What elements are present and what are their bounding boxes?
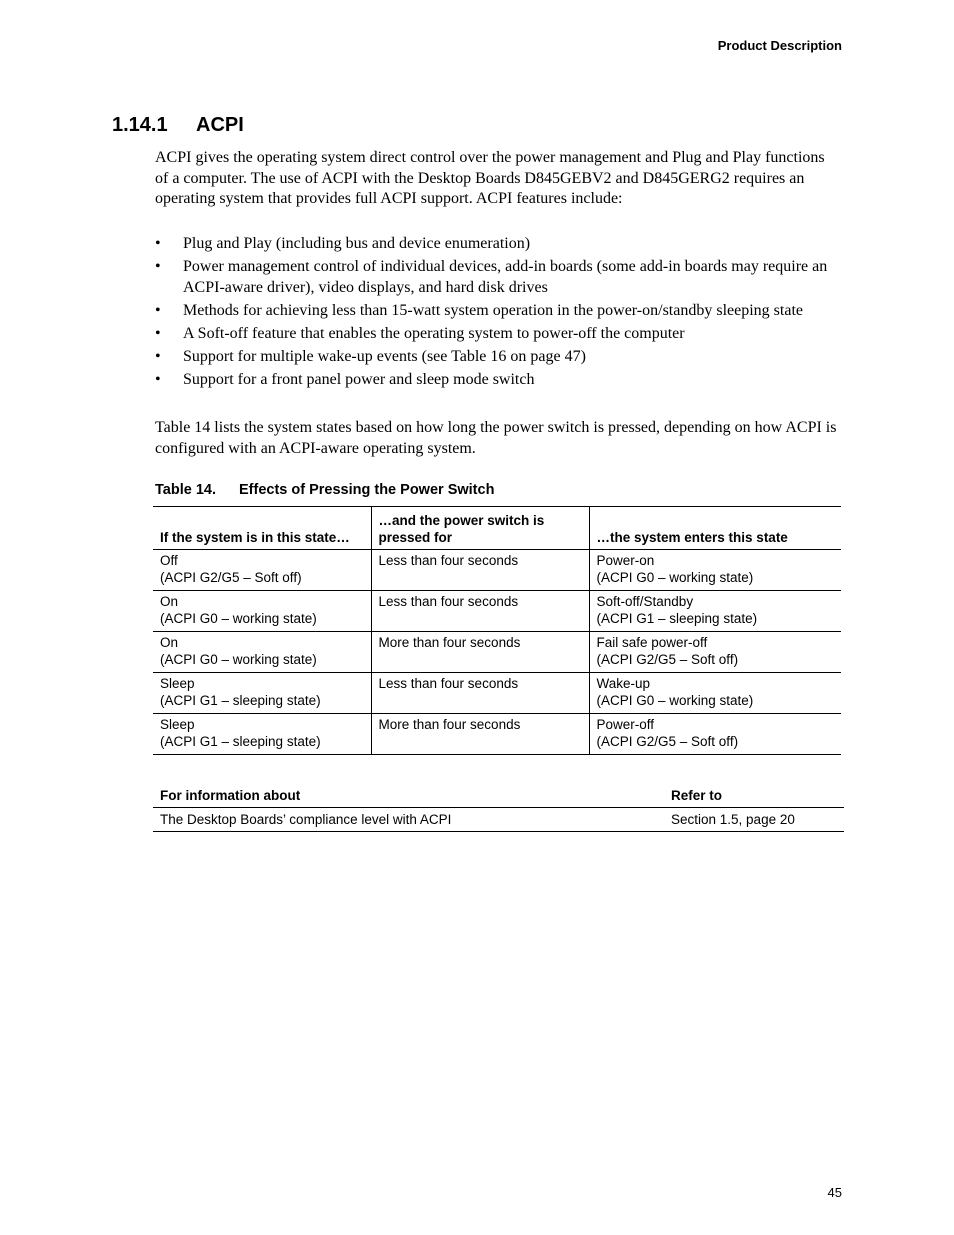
state-text: Sleep: [160, 676, 195, 691]
result-text: Power-off: [596, 717, 655, 732]
reference-table: [153, 784, 844, 832]
result-text: Power-on: [596, 553, 655, 568]
table-caption: [155, 482, 494, 498]
list-item: [155, 347, 840, 368]
state-detail-text: (ACPI G1 – sleeping state): [160, 734, 321, 749]
result-cell: [589, 673, 841, 714]
state-cell: [153, 550, 371, 591]
column-header-pressed: …and the power switch is pressed for: [371, 507, 589, 550]
state-cell: [153, 714, 371, 755]
result-cell: [589, 632, 841, 673]
result-detail-text: (ACPI G0 – working state): [596, 693, 754, 708]
table-row: [153, 550, 841, 591]
table-row: [153, 808, 844, 832]
table-intro-paragraph: Table 14 lists the system states based on how long the power switch is pressed, depending on how ACPI is configured with an ACPI-aware operating system.: [155, 419, 837, 457]
list-item-text: Plug and Play (including bus and device enumeration): [183, 235, 531, 252]
pressed-cell: More than four seconds: [371, 632, 589, 673]
state-detail-text: (ACPI G0 – working state): [160, 611, 317, 626]
column-header-topic: For information about: [153, 784, 664, 808]
state-cell: [153, 632, 371, 673]
feature-list: [155, 234, 840, 393]
list-item-text: A Soft-off feature that enables the operating system to power-off the computer: [183, 324, 685, 342]
bullet-icon: •: [155, 301, 161, 319]
state-cell: [153, 673, 371, 714]
result-text: Soft-off/Standby: [596, 594, 694, 609]
list-item-text: Power management control of individual devices, add-in boards (some add-in boards may require an ACPI-aware driver), video displays, and hard disk drives: [183, 258, 828, 296]
list-item: [155, 324, 840, 345]
result-detail-text: (ACPI G0 – working state): [596, 570, 754, 585]
result-cell: [589, 591, 841, 632]
table-caption-title: Effects of Pressing the Power Switch: [239, 482, 495, 498]
result-detail-text: (ACPI G2/G5 – Soft off): [596, 734, 739, 749]
list-item: [155, 370, 840, 391]
column-header-state: If the system is in this state…: [153, 507, 371, 550]
topic-cell: The Desktop Boards’ compliance level with ACPI: [153, 808, 664, 832]
state-text: On: [160, 594, 179, 609]
result-cell: [589, 550, 841, 591]
bullet-icon: •: [155, 370, 161, 388]
state-text: On: [160, 635, 179, 650]
state-detail-text: (ACPI G0 – working state): [160, 652, 317, 667]
state-detail-text: (ACPI G1 – sleeping state): [160, 693, 321, 708]
column-header-result: …the system enters this state: [589, 507, 841, 550]
pressed-cell: Less than four seconds: [371, 550, 589, 591]
section-number: 1.14.1: [112, 114, 168, 136]
refer-to-cell: Section 1.5, page 20: [664, 808, 844, 832]
column-header-refer-to: Refer to: [664, 784, 844, 808]
pressed-cell: Less than four seconds: [371, 591, 589, 632]
list-item: [155, 301, 840, 322]
running-header: Product Description: [717, 38, 842, 53]
table-caption-number: Table 14.: [155, 482, 216, 498]
section-heading: [112, 114, 244, 137]
result-detail-text: (ACPI G1 – sleeping state): [596, 611, 758, 626]
list-item: [155, 234, 840, 255]
table-row: [153, 673, 841, 714]
table-row: [153, 714, 841, 755]
table-header-row: [153, 507, 841, 550]
intro-paragraph: ACPI gives the operating system direct control over the power management and Plug and Play functions of a computer. The use of ACPI with the Desktop Boards D845GEBV2 and D845GERG2 requires an operating system that provides full ACPI support. ACPI features include:: [155, 149, 825, 207]
state-text: Sleep: [160, 717, 195, 732]
bullet-icon: •: [155, 324, 161, 342]
state-detail-text: (ACPI G2/G5 – Soft off): [160, 570, 302, 585]
state-text: Off: [160, 553, 178, 568]
table-header-row: [153, 784, 844, 808]
result-text: Wake-up: [596, 676, 651, 691]
list-item-text: Methods for achieving less than 15-watt system operation in the power-on/standby sleeping state: [183, 301, 803, 319]
section-title-text: ACPI: [196, 114, 244, 136]
result-detail-text: (ACPI G2/G5 – Soft off): [596, 652, 739, 667]
bullet-icon: •: [155, 258, 161, 275]
pressed-cell: More than four seconds: [371, 714, 589, 755]
result-text: Fail safe power-off: [596, 635, 708, 650]
pressed-cell: Less than four seconds: [371, 673, 589, 714]
result-cell: [589, 714, 841, 755]
bullet-icon: •: [155, 235, 161, 252]
table-row: [153, 632, 841, 673]
list-item: [155, 257, 840, 298]
page-number: 45: [827, 1185, 842, 1200]
table-row: [153, 591, 841, 632]
bullet-icon: •: [155, 347, 161, 365]
list-item-text: Support for multiple wake-up events (see Table 16 on page 47): [183, 347, 586, 365]
state-cell: [153, 591, 371, 632]
list-item-text: Support for a front panel power and sleep mode switch: [183, 370, 535, 388]
power-switch-table: [153, 506, 841, 755]
